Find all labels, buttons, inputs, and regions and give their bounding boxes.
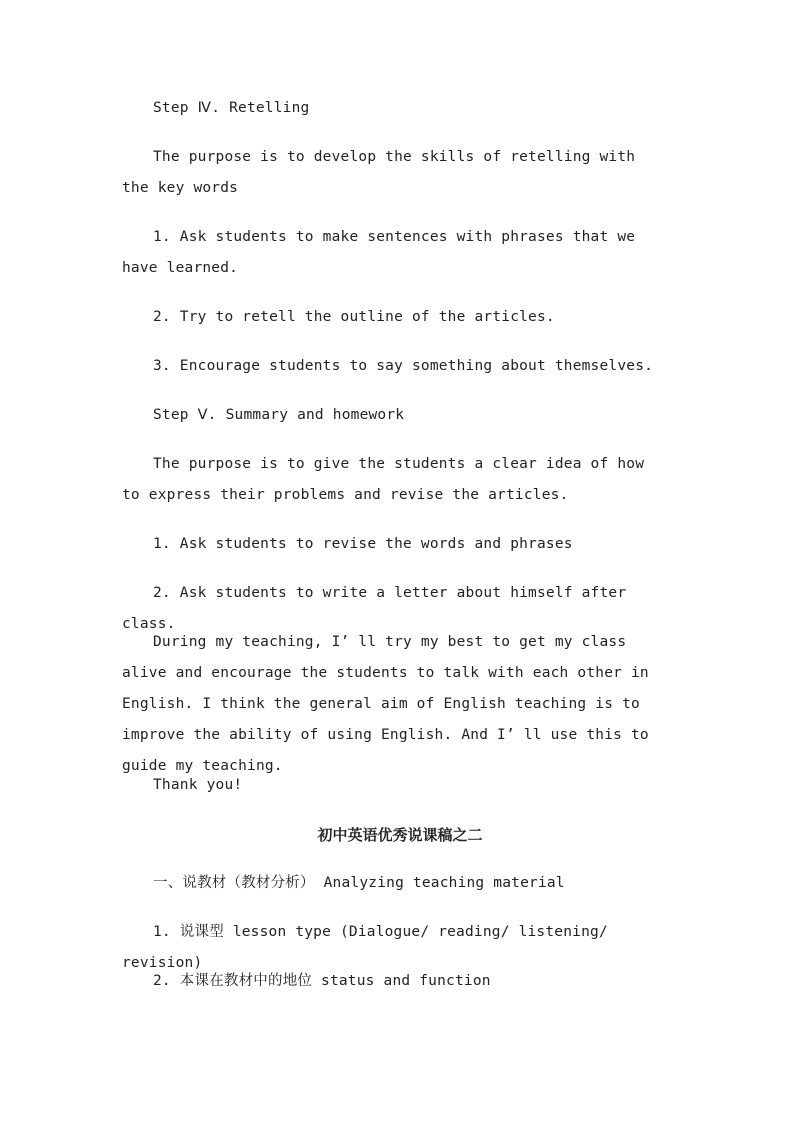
analyzing-material-heading: 一、说教材（教材分析） Analyzing teaching material xyxy=(153,875,565,891)
paragraph-summary-purpose: The purpose is to give the students a clear idea of how to express their problems and revise the articles. xyxy=(122,456,645,503)
step-5-heading: Step Ⅴ. Summary and homework xyxy=(153,407,405,423)
list-item-homework-1: 1. Ask students to revise the words and phrases xyxy=(153,536,573,552)
thank-you-line: Thank you! xyxy=(153,777,243,793)
step-4-heading: Step Ⅳ. Retelling xyxy=(153,100,310,116)
lesson-type-line: 1. 说课型 lesson type (Dialogue/ reading/ listening/ revision) xyxy=(122,924,608,971)
list-item-retelling-3: 3. Encourage students to say something about themselves. xyxy=(153,358,654,374)
status-function-line: 2. 本课在教材中的地位 status and function xyxy=(153,973,491,989)
list-item-retelling-2: 2. Try to retell the outline of the articles. xyxy=(153,309,555,325)
paragraph-retelling-purpose: The purpose is to develop the skills of retelling with the key words xyxy=(122,149,636,196)
paragraph-closing: During my teaching, I’ ll try my best to get my class alive and encourage the students to talk with each other in English. I think the general aim of English teaching is to improve the ability of using English. And I’ ll use this to guide my teaching. xyxy=(122,634,649,774)
list-item-homework-2: 2. Ask students to write a letter about himself after class. xyxy=(122,585,627,632)
list-item-retelling-1: 1. Ask students to make sentences with phrases that we have learned. xyxy=(122,229,636,276)
section-title: 初中英语优秀说课稿之二 xyxy=(317,826,483,844)
